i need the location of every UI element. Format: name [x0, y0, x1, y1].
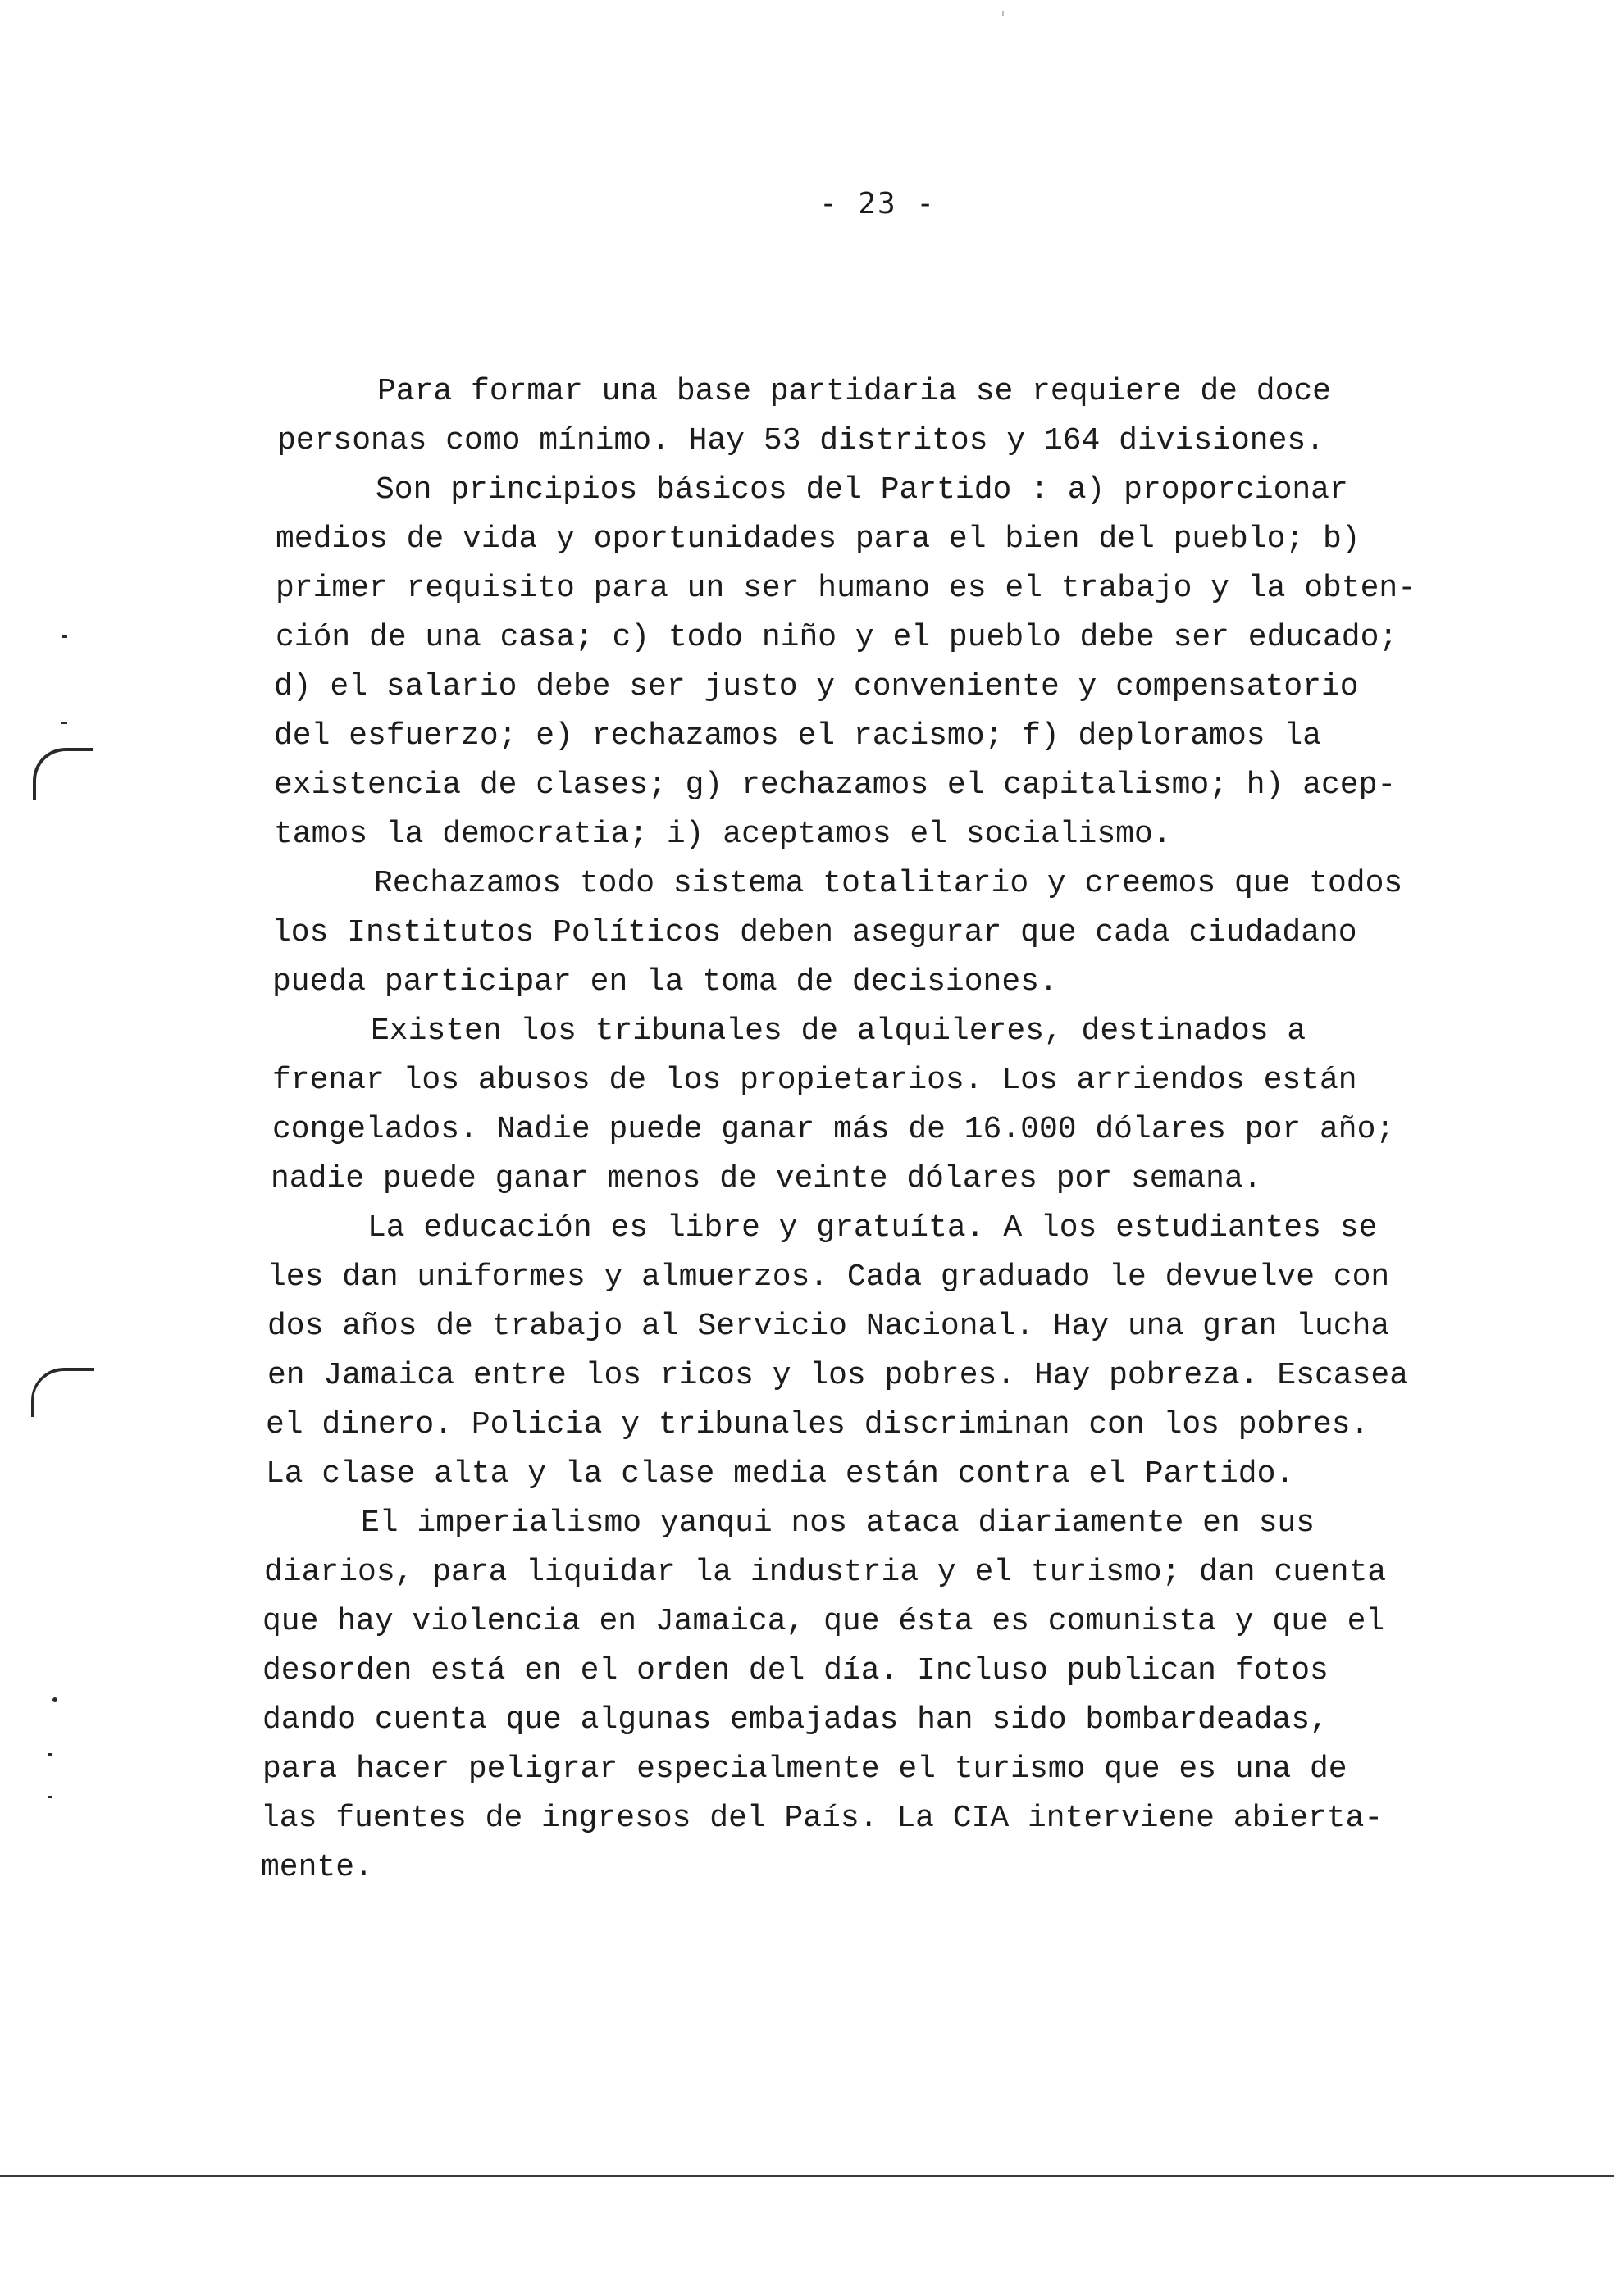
text-line: del esfuerzo; e) rechazamos el racismo; f) deploramos la: [274, 718, 1322, 754]
text-line: La educación es libre y gratuíta. A los estudiantes se: [367, 1210, 1378, 1246]
scan-speck: [1002, 11, 1004, 16]
punch-hole-arc: [33, 748, 93, 800]
text-line: desorden está en el orden del día. Incluso publican fotos: [262, 1653, 1329, 1688]
text-line: dando cuenta que algunas embajadas han sido bombardeadas,: [262, 1702, 1329, 1738]
text-line: existencia de clases; g) rechazamos el capitalismo; h) acep-: [274, 768, 1397, 803]
punch-hole-arc: [31, 1368, 94, 1417]
margin-dash: [48, 1753, 52, 1756]
page-number: - 23 -: [818, 187, 937, 221]
text-line: el dinero. Policia y tribunales discriminan con los pobres.: [266, 1407, 1370, 1442]
text-line: personas como mínimo. Hay 53 distritos y 164 divisiones.: [277, 423, 1325, 458]
text-line: La clase alta y la clase media están contra el Partido.: [266, 1456, 1295, 1492]
text-line: dos años de trabajo al Servicio Nacional. Hay una gran lucha: [267, 1309, 1390, 1344]
text-line: Para formar una base partidaria se requiere de doce: [377, 374, 1331, 409]
text-line: las fuentes de ingresos del País. La CIA interviene abierta-: [261, 1801, 1384, 1836]
text-line: para hacer peligrar especialmente el turismo que es una de: [262, 1752, 1347, 1787]
text-line: frenar los abusos de los propietarios. Los arriendos están: [272, 1063, 1357, 1098]
text-line: tamos la democratia; i) aceptamos el socialismo.: [274, 817, 1172, 852]
text-line: les dan uniformes y almuerzos. Cada graduado le devuelve con: [267, 1260, 1390, 1295]
text-line: d) el salario debe ser justo y conveniente y compensatorio: [274, 669, 1359, 704]
margin-dash: [61, 722, 67, 724]
text-line: nadie puede ganar menos de veinte dólares por semana.: [271, 1161, 1262, 1196]
text-line: mente.: [261, 1850, 373, 1885]
text-line: Rechazamos todo sistema totalitario y creemos que todos: [374, 866, 1403, 901]
text-line: El imperialismo yanqui nos ataca diariamente en sus: [361, 1506, 1315, 1541]
text-line: Existen los tribunales de alquileres, destinados a: [371, 1014, 1306, 1049]
text-line: pueda participar en la toma de decisiones.: [272, 964, 1058, 1000]
margin-dash: [48, 1796, 52, 1798]
margin-dot: [62, 635, 67, 638]
text-line: que hay violencia en Jamaica, que ésta es comunista y que el: [262, 1604, 1385, 1639]
text-line: congelados. Nadie puede ganar más de 16.000 dólares por año;: [272, 1112, 1395, 1147]
text-line: en Jamaica entre los ricos y los pobres. Hay pobreza. Escasea: [267, 1358, 1409, 1393]
margin-dot: [52, 1697, 57, 1702]
text-line: Son principios básicos del Partido : a) proporcionar: [376, 472, 1348, 508]
bottom-rule: [0, 2175, 1614, 2177]
text-line: los Institutos Políticos deben asegurar que cada ciudadano: [272, 915, 1357, 950]
text-line: primer requisito para un ser humano es el trabajo y la obten-: [276, 571, 1417, 606]
text-line: medios de vida y oportunidades para el bien del pueblo; b): [276, 522, 1361, 557]
text-line: diarios, para liquidar la industria y el turismo; dan cuenta: [264, 1555, 1387, 1590]
text-line: ción de una casa; c) todo niño y el pueblo debe ser educado;: [276, 620, 1398, 655]
